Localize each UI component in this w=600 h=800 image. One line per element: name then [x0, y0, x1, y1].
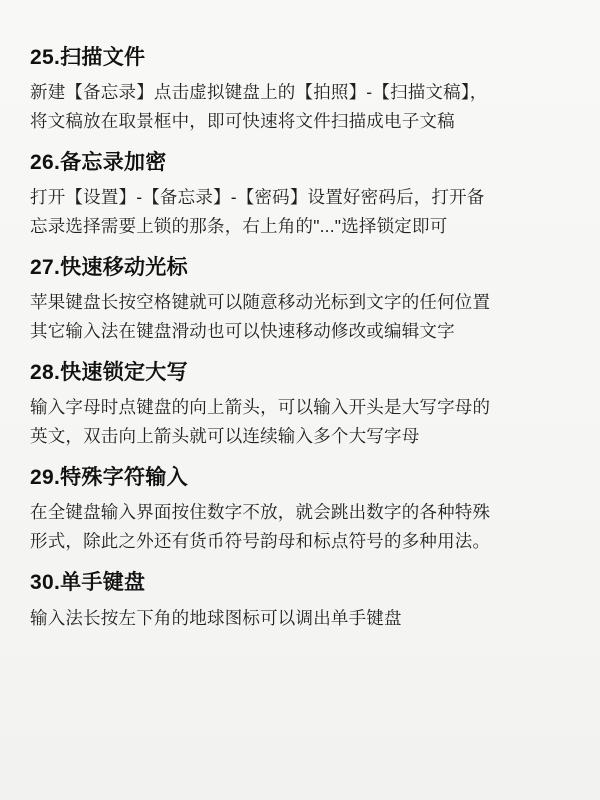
tip-body-line: 忘录选择需要上锁的那条，右上角的"..."选择锁定即可: [30, 215, 448, 236]
tip-body: [30, 78, 570, 135]
tip-body: [30, 498, 570, 555]
tip-heading: 25.扫描文件: [30, 46, 146, 69]
tip-body-line: 打开【设置】-【备忘录】-【密码】设置好密码后，打开备: [30, 187, 485, 208]
tip-body-line: 新建【备忘录】点击虚拟键盘上的【拍照】-【扫描文稿】，: [30, 82, 488, 103]
tip-heading: 27.快速移动光标: [30, 256, 188, 280]
tip-body-line: 苹果键盘长按空格键就可以随意移动光标到文字的任何位置: [30, 292, 491, 313]
tip-body-line: 输入字母时点键盘的向上箭头，可以输入开头是大写字母的: [30, 397, 491, 418]
tip-body-line: 将文稿放在取景框中，即可快速将文件扫描成电子文稿: [30, 110, 455, 131]
tip-item: [30, 44, 570, 135]
tip-body: [30, 393, 570, 450]
tip-body: [30, 183, 570, 240]
tip-item: [30, 254, 570, 345]
tip-heading: 30.单手键盘: [30, 571, 146, 595]
tip-body-line: 英文，双击向上箭头就可以连续输入多个大写字母: [30, 425, 420, 446]
tip-body-line: 输入法长按左下角的地球图标可以调出单手键盘: [30, 607, 402, 628]
tip-item: [30, 464, 570, 555]
tip-body-line: 其它输入法在键盘滑动也可以快速移动修改或编辑文字: [30, 320, 455, 341]
tips-list: [30, 44, 570, 632]
tip-item: [30, 569, 570, 632]
tip-body: [30, 288, 570, 345]
tip-body-line: 形式，除此之外还有货币符号韵母和标点符号的多种用法。: [30, 530, 491, 551]
tip-heading: 26.备忘录加密: [30, 151, 167, 175]
tip-item: [30, 149, 570, 240]
tip-body-line: 在全键盘输入界面按住数字不放，就会跳出数字的各种特殊: [30, 502, 491, 523]
tip-heading: 29.特殊字符输入: [30, 466, 188, 490]
tip-body: [30, 604, 570, 632]
tip-heading: 28.快速锁定大写: [30, 361, 188, 385]
tip-item: [30, 359, 570, 450]
